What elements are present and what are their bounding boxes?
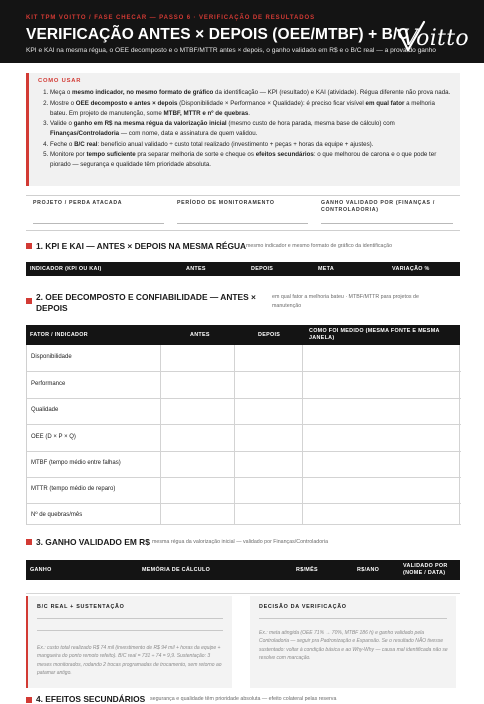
column-header: DEPOIS: [251, 266, 274, 272]
section3-title: 3. GANHO VALIDADO EM R$: [36, 537, 150, 547]
section2-title-line1: 2. OEE DECOMPOSTO E CONFIABILIDADE — ANTES ×: [36, 292, 256, 302]
how-to-list: [48, 88, 452, 171]
section-marker: [26, 243, 32, 249]
card-title: B/C REAL + SUSTENTAÇÃO: [37, 604, 125, 610]
section-marker: [26, 298, 32, 304]
section3-table-header: [26, 560, 460, 580]
column-divider: [234, 345, 235, 525]
field-input-line[interactable]: [33, 223, 164, 224]
card-input-line[interactable]: [37, 630, 223, 631]
field-label: PROJETO / PERDA ATACADA: [33, 200, 123, 206]
section2-note-line1: em qual fator a melhoria bateu · MTBF/MTTR para projetos de: [272, 294, 419, 300]
table-row[interactable]: [27, 477, 461, 504]
card-title: DECISÃO DA VERIFICAÇÃO: [259, 604, 347, 610]
voitto-logo: [394, 20, 469, 56]
column-header: FATOR / INDICADOR: [30, 332, 88, 338]
column-header: R$/MÊS: [296, 567, 318, 573]
how-to-item: 2. Mostre o OEE decomposto e antes × depois (Disponibilidade × Performance × Qualidade): é preciso ficar visível em qual fator a melhoria bateu. Em projeto de manutenção, some MTBF, MTTR e nº de quebras.: [50, 99, 452, 119]
section4-note: segurança e qualidade têm prioridade absoluta — efeito colateral pelas reserva: [150, 696, 337, 702]
section2-title-line2: DEPOIS: [36, 303, 68, 313]
decision-card: [250, 596, 456, 688]
column-header: GANHO: [30, 567, 52, 573]
column-header: COMO FOI MEDIDO (MESMA FONTE E MESMA JANELA): [309, 328, 440, 341]
section2-table-header: [26, 325, 460, 345]
column-header: ANTES: [186, 266, 206, 272]
table-row[interactable]: [26, 580, 460, 594]
section1-table-header: [26, 262, 460, 276]
card-input-line[interactable]: [37, 618, 223, 619]
table-row[interactable]: [27, 372, 461, 399]
section-marker: [26, 539, 32, 545]
how-to-item: 4. Feche o B/C real: benefício anual validado ÷ custo total realizado (investimento + peças + horas da equipe + ajustes).: [50, 140, 452, 150]
column-header: MEMÓRIA DE CÁLCULO: [142, 567, 211, 573]
how-to-box: [26, 73, 460, 186]
how-to-item: 1. Meça o mesmo indicador, no mesmo formato de gráfico da identificação — KPI (resultado) e KAI (atividade). Régua diferente não prova nada.: [50, 88, 452, 98]
header-kicker: KIT TPM VOITTO / FASE CHECAR — PASSO 6 · VERIFICAÇÃO DE RESULTADOS: [26, 15, 315, 21]
row-label: MTBF (tempo médio entre falhas): [31, 460, 121, 466]
card-example: Ex.: meta atingida (OEE 71% → 70%, MTBF 186 h) e ganho validado pela Controladoria — seguir pra Padronização e Expansão. Se o resultado NÃO tivesse sustentado: voltar à condição básica e ao Why-Why — causa mal identificada não se resolve com marcação.: [259, 630, 448, 662]
row-label: Disponibilidade: [31, 354, 72, 360]
column-header: META: [318, 266, 335, 272]
section3-note: mesma régua da valorização inicial — validado por Finanças/Controladoria: [152, 539, 329, 545]
column-header: VARIAÇÃO %: [392, 266, 430, 272]
table-row[interactable]: [27, 398, 461, 425]
table-row[interactable]: [27, 503, 461, 525]
column-header: ANTES: [190, 332, 210, 338]
field-label: PERÍODO DE MONITORAMENTO: [177, 200, 275, 206]
column-divider: [302, 345, 303, 525]
field-input-line[interactable]: [321, 223, 453, 224]
how-to-item: 5. Monitore por tempo suficiente pra separar melhoria de sorte e cheque os efeitos secundários: o que melhorou de carona e o que pode ter piorado — segurança e qualidade têm prioridade absoluta.: [50, 150, 452, 170]
column-header: VALIDADO POR (NOME / DATA): [403, 563, 448, 576]
field-input-line[interactable]: [177, 223, 308, 224]
column-divider: [459, 345, 460, 525]
how-to-item: 3. Valide o ganho em R$ na mesma régua da valorização inicial (mesmo custo de hora parada, mesma base de cálculo) com Finanças/Controladoria — com nome, data e assinatura de quem validou.: [50, 119, 452, 139]
section-marker: [26, 697, 32, 703]
how-to-title: COMO USAR: [38, 78, 82, 84]
page-title: VERIFICAÇÃO ANTES × DEPOIS (OEE/MTBF) + B/C: [26, 26, 409, 43]
column-header: DEPOIS: [258, 332, 281, 338]
table-row[interactable]: [27, 345, 461, 372]
row-label: OEE (D × P × Q): [31, 434, 76, 440]
row-label: MTTR (tempo médio de reparo): [31, 486, 116, 492]
section1-note: mesmo indicador e mesmo formato de gráfico da identificação: [246, 243, 393, 249]
logo-text: Voitto: [402, 26, 469, 51]
page-subtitle: KPI e KAI na mesma régua, o OEE decomposto e o MTBF/MTTR antes × depois, o ganho validado em R$ e o B/C real — a prova do ganho: [26, 47, 436, 54]
field-project[interactable]: [26, 196, 171, 230]
column-header: R$/ANO: [357, 567, 380, 573]
bc-real-card: [26, 596, 232, 688]
section4-title: 4. EFEITOS SECUNDÁRIOS: [36, 694, 146, 704]
column-header: INDICADOR (KPI OU KAI): [30, 266, 102, 272]
field-validated-by[interactable]: [314, 196, 460, 230]
row-label: Qualidade: [31, 407, 59, 413]
card-example: Ex.: custo total realizado R$ 74 mil (investimento de R$ 94 mil + horas da equipe + mangueira do ponto remoto refeito). B/C real = 731 ÷ 74 = 9,9. Sustentação: 3 meses monitorados, rodando 2 trocas programadas de trocamento, sem retorno ao patamar antigo.: [37, 645, 222, 677]
table-row[interactable]: [27, 425, 461, 452]
column-divider: [160, 345, 161, 525]
page-header: [0, 0, 484, 63]
field-label: GANHO VALIDADO POR (FINANÇAS / CONTROLADORIA): [321, 200, 435, 213]
card-input-line[interactable]: [259, 618, 447, 619]
field-period[interactable]: [170, 196, 315, 230]
table-row[interactable]: [27, 451, 461, 478]
section2-table: [26, 345, 460, 525]
section1-title: 1. KPI E KAI — ANTES × DEPOIS NA MESMA RÉGUA: [36, 241, 247, 251]
row-label: Nº de quebras/mês: [31, 512, 83, 518]
row-label: Performance: [31, 381, 66, 387]
section2-note-line2: manutenção: [272, 303, 302, 309]
